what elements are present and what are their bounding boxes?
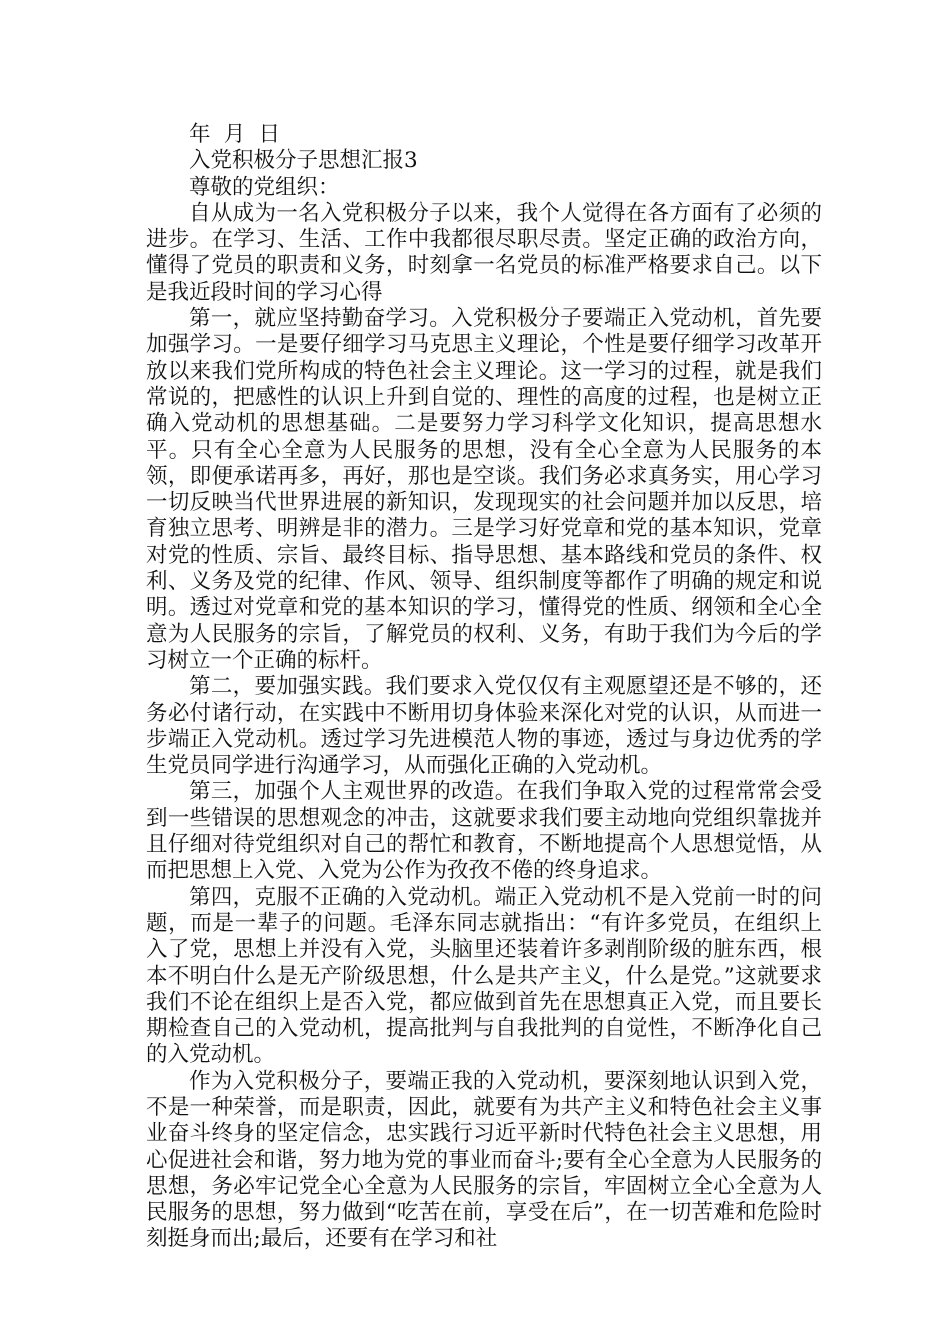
paragraph-first-point: 第一，就应坚持勤奋学习。入党积极分子要端正入党动机，首先要加强学习。一是要仔细学习马克思主义理论，个性是要仔细学习改革开放以来我们党所构成的特色社会主义理论。这一学习的过程，就是我们常说的，把感性的认识上升到自觉的、理性的高度的过程，也是树立正确入党动机的思想基础。二是要努力学习科学文化知识，提高思想水平。只有全心全意为人民服务的思想，没有全心全意为人民服务的本领，即便承诺再多，再好，那也是空谈。我们务必求真务实，用心学习一切反映当代世界进展的新知识，发现现实的社会问题并加以反思，培育独立思考、明辨是非的潜力。三是学习好党章和党的基本知识，党章对党的性质、宗旨、最终目标、指导思想、基本路线和党员的条件、权利、义务及党的纪律、作风、领导、组织制度等都作了明确的规定和说明。透过对党章和党的基本知识的学习，懂得党的性质、纲领和全心全意为人民服务的宗旨，了解党员的权利、义务，有助于我们为今后的学习树立一个正确的标杆。 [146,306,822,673]
paragraph-second-point: 第二，要加强实践。我们要求入党仅仅有主观愿望还是不够的，还务必付诸行动，在实践中不断用切身体验来深化对党的认识，从而进一步端正入党动机。透过学习先进模范人物的事迹，透过与身边优秀的学生党员同学进行沟通学习，从而强化正确的入党动机。 [146,674,822,779]
document-title: 入党积极分子思想汇报3 [189,148,418,174]
date-line: 年 月 日 [189,122,281,147]
document-body [146,122,822,1253]
paragraph-conclusion: 作为入党积极分子，要端正我的入党动机，要深刻地认识到入党，不是一种荣誉，而是职责，因此，就要有为共产主义和特色社会主义事业奋斗终身的坚定信念，忠实践行习近平新时代特色社会主义思想，用心促进社会和谐，努力地为党的事业而奋斗;要有全心全意为人民服务的思想，务必牢记党全心全意为人民服务的宗旨，牢固树立全心全意为人民服务的思想，努力做到“吃苦在前，享受在后”，在一切苦难和危险时刻挺身而出;最后，还要有在学习和社 [146,1068,822,1252]
salutation: 尊敬的党组织： [189,174,340,200]
paragraph-intro: 自从成为一名入党积极分子以来，我个人觉得在各方面有了必须的进步。在学习、生活、工作中我都很尽职尽责。坚定正确的政治方向，懂得了党员的职责和义务，时刻拿一名党员的标准严格要求自己。以下是我近段时间的学习心得 [146,200,822,305]
paragraph-fourth-point: 第四，克服不正确的入党动机。端正入党动机不是入党前一时的问题，而是一辈子的问题。毛泽东同志就指出：“有许多党员，在组织上入了党，思想上并没有入党，头脑里还装着许多剥削阶级的脏东西，根本不明白什么是无产阶级思想，什么是共产主义，什么是党。”这就要求我们不论在组织上是否入党，都应做到首先在思想真正入党，而且要长期检查自己的入党动机，提高批判与自我批判的自觉性，不断净化自己的入党动机。 [146,884,822,1068]
paragraph-third-point: 第三，加强个人主观世界的改造。在我们争取入党的过程常常会受到一些错误的思想观念的冲击，这就要求我们要主动地向党组织靠拢并且仔细对待党组织对自己的帮忙和教育，不断地提高个人思想觉悟，从而把思想上入党、入党为公作为孜孜不倦的终身追求。 [146,779,822,884]
